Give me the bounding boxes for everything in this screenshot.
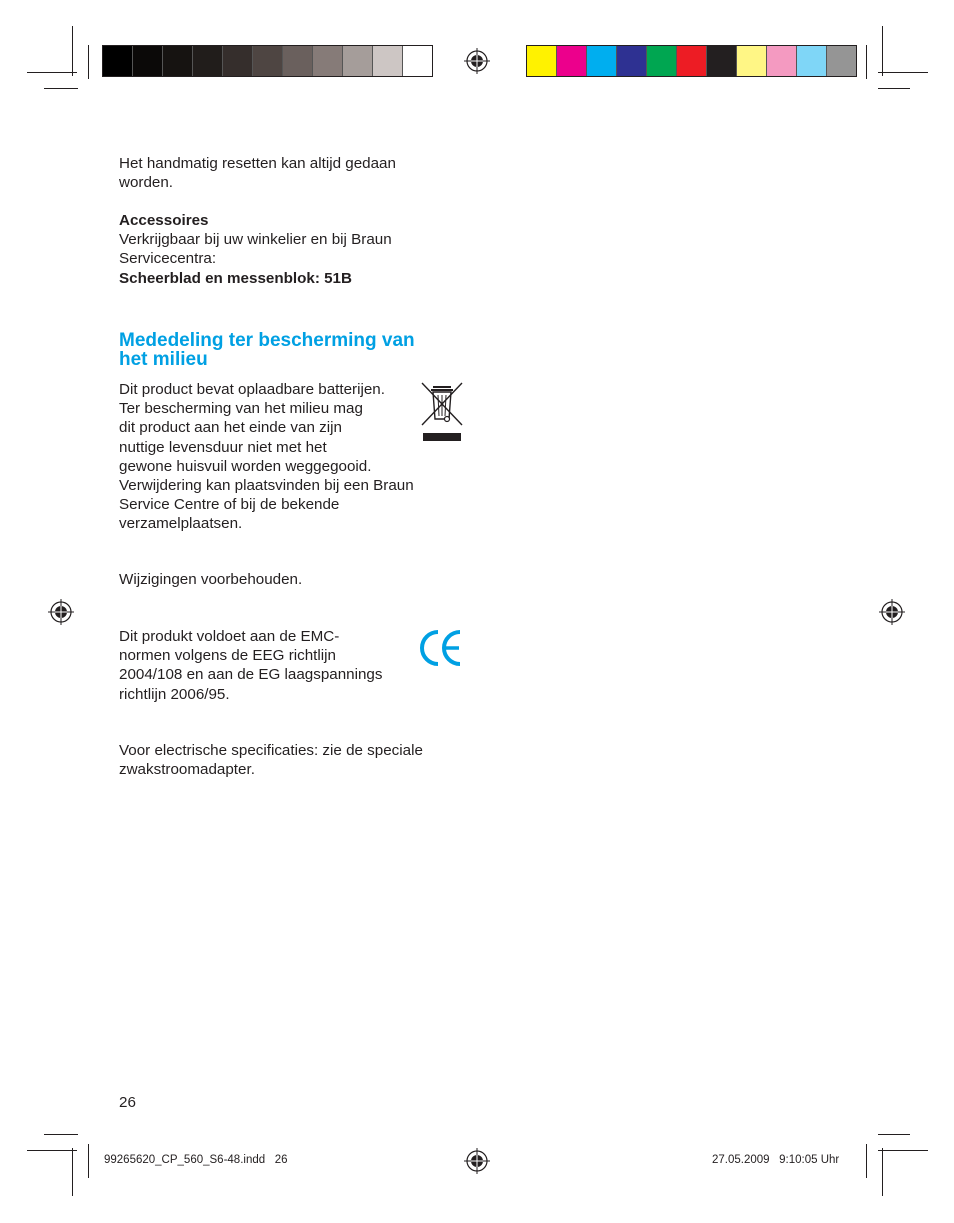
text-line: Ter bescherming van het milieu mag	[119, 400, 363, 418]
environment-paragraph	[119, 380, 414, 534]
gray-swatch	[313, 46, 343, 76]
color-swatch	[707, 46, 737, 76]
gray-swatch	[193, 46, 223, 76]
color-swatch	[767, 46, 797, 76]
text-line: 2004/108 en aan de EG laagspannings	[119, 666, 383, 684]
registration-mark-icon	[879, 599, 905, 625]
heading-line: het milieu	[119, 349, 208, 370]
emc-paragraph	[119, 627, 382, 704]
color-swatch	[797, 46, 827, 76]
crop-mark	[44, 88, 78, 89]
gray-swatch	[373, 46, 403, 76]
registration-mark-icon	[464, 48, 490, 74]
text-line: Verkrijgbaar bij uw winkelier en bij Braun	[119, 231, 392, 249]
text-line: nuttige levensduur niet met het	[119, 438, 327, 456]
environment-heading	[119, 331, 479, 369]
ce-mark-icon	[418, 628, 464, 668]
crop-mark	[866, 1144, 867, 1178]
text-line: dit product aan het einde van zijn	[119, 419, 342, 437]
page-number: 26	[119, 1094, 136, 1111]
color-swatch	[737, 46, 767, 76]
gray-swatch	[163, 46, 193, 76]
color-swatch	[647, 46, 677, 76]
process-color-bar	[526, 45, 857, 77]
slug-datetime: 27.05.2009 9:10:05 Uhr	[712, 1154, 840, 1166]
accessories-part-number: Scheerblad en messenblok: 51B	[119, 269, 352, 287]
text-line: normen volgens de EEG richtlijn	[119, 647, 336, 665]
text-line: zwakstroomadapter.	[119, 761, 255, 779]
color-swatch	[557, 46, 587, 76]
gray-swatch	[133, 46, 163, 76]
text-line: Service Centre of bij de bekende	[119, 496, 340, 514]
text-line: gewone huisvuil worden weggegooid.	[119, 457, 372, 475]
crop-mark	[88, 1144, 89, 1178]
gray-swatch	[103, 46, 133, 76]
text-line: Dit produkt voldoet aan de EMC-	[119, 628, 340, 645]
slug-filename: 99265620_CP_560_S6-48.indd 26	[104, 1154, 288, 1166]
crop-mark	[88, 45, 89, 79]
reset-paragraph	[119, 154, 396, 192]
gray-swatch	[343, 46, 373, 76]
crop-mark	[44, 1134, 78, 1135]
text-line: richtlijn 2006/95.	[119, 685, 230, 703]
color-swatch	[617, 46, 647, 76]
crop-mark	[878, 88, 910, 89]
text-line: Het handmatig resetten kan altijd gedaan	[119, 155, 396, 172]
crossed-out-wheelie-bin-icon	[420, 381, 464, 443]
color-swatch	[527, 46, 557, 76]
text-line: worden.	[119, 174, 174, 192]
color-swatch	[587, 46, 617, 76]
text-line: Voor electrische specificaties: zie de speciale	[119, 742, 423, 759]
text-line: verzamelplaatsen.	[119, 515, 243, 533]
crop-mark	[878, 1150, 928, 1151]
gray-swatch	[403, 46, 432, 76]
text-line: Dit product bevat oplaadbare batterijen.	[119, 381, 385, 398]
accessories-section	[119, 211, 392, 288]
accessories-title: Accessoires	[119, 212, 209, 229]
grayscale-color-bar	[102, 45, 433, 77]
color-swatch	[677, 46, 707, 76]
gray-swatch	[283, 46, 313, 76]
registration-mark-icon	[48, 599, 74, 625]
gray-swatch	[223, 46, 253, 76]
crop-mark	[866, 45, 867, 79]
gray-swatch	[253, 46, 283, 76]
crop-mark	[72, 1148, 73, 1196]
crop-mark	[878, 1134, 910, 1135]
crop-mark	[27, 1150, 77, 1151]
registration-mark-icon	[464, 1148, 490, 1174]
text-line: Servicecentra:	[119, 250, 217, 268]
crop-mark	[72, 26, 73, 76]
color-swatch	[827, 46, 856, 76]
text-line: Verwijdering kan plaatsvinden bij een Braun	[119, 477, 414, 495]
crop-mark	[882, 26, 883, 76]
crop-mark	[882, 1148, 883, 1196]
electrical-paragraph	[119, 741, 423, 779]
heading-line: Mededeling ter bescherming van	[119, 330, 415, 351]
crop-mark	[27, 72, 77, 73]
crop-mark	[878, 72, 928, 73]
changes-notice: Wijzigingen voorbehouden.	[119, 571, 303, 588]
